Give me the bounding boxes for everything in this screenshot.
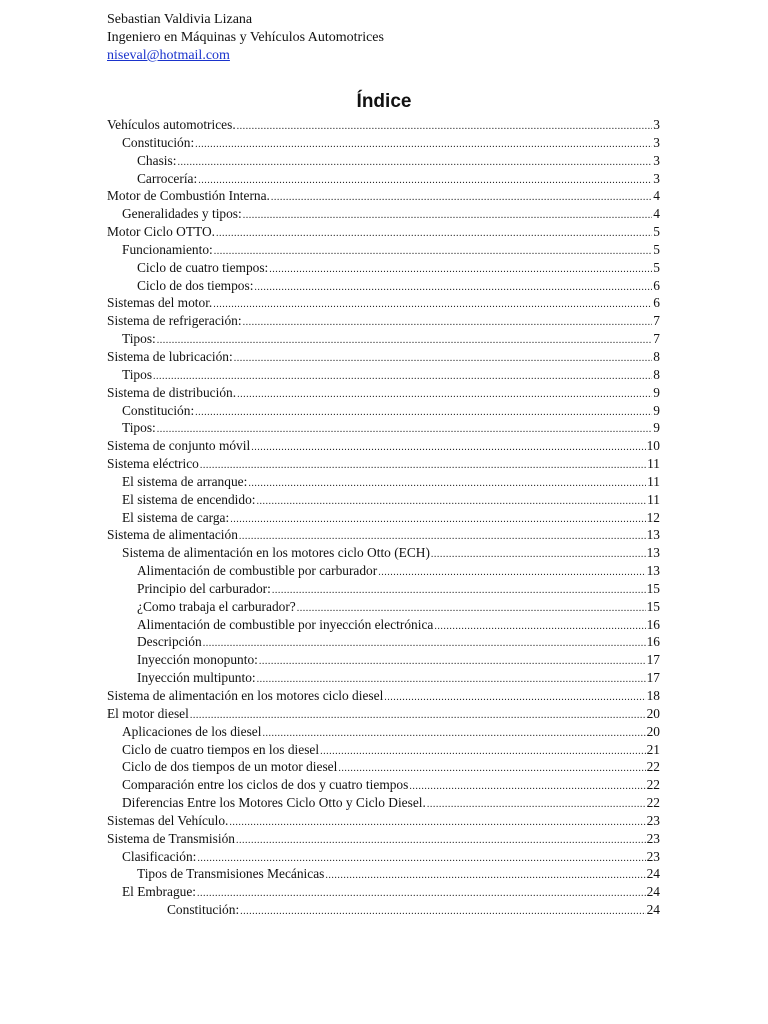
toc-entry-page: 11 (647, 473, 660, 489)
toc-entry-label: Diferencias Entre los Motores Ciclo Otto y Ciclo Diesel. (122, 795, 426, 811)
toc-entry[interactable] (107, 223, 660, 241)
toc-entry-label: Alimentación de combustible por inyección electrónica (137, 616, 434, 632)
toc-dot-leader (236, 832, 646, 850)
toc-entry-page: 13 (646, 527, 660, 543)
toc-entry[interactable] (107, 294, 660, 312)
toc-entry[interactable] (107, 366, 660, 384)
toc-entry-page: 24 (646, 902, 660, 918)
toc-entry-label: Generalidades y tipos: (122, 206, 242, 222)
toc-entry-page: 23 (646, 830, 660, 846)
toc-entry-page: 11 (647, 456, 660, 472)
toc-entry[interactable] (107, 651, 660, 669)
toc-entry-label: Ciclo de dos tiempos de un motor diesel (122, 759, 338, 775)
toc-entry-label: Sistema eléctrico (107, 456, 199, 472)
toc-entry[interactable] (107, 259, 660, 277)
toc-entry-page: 9 (653, 384, 660, 400)
toc-entry-label: Motor Ciclo OTTO. (107, 224, 215, 240)
toc-entry-label: Tipos de Transmisiones Mecánicas (137, 866, 325, 882)
toc-entry[interactable] (107, 402, 660, 420)
table-of-contents (107, 116, 660, 919)
toc-entry[interactable] (107, 865, 660, 883)
toc-entry-label: Sistema de alimentación en los motores ciclo Otto (ECH) (122, 545, 430, 561)
toc-dot-leader (251, 439, 645, 457)
toc-entry[interactable] (107, 723, 660, 741)
toc-entry[interactable] (107, 794, 660, 812)
toc-dot-leader (431, 546, 646, 564)
toc-dot-leader (254, 279, 652, 297)
toc-entry-page: 15 (646, 598, 660, 614)
toc-dot-leader (214, 243, 653, 261)
toc-entry[interactable] (107, 812, 660, 830)
toc-dot-leader (237, 118, 653, 136)
toc-dot-leader (240, 903, 645, 921)
toc-entry[interactable] (107, 152, 660, 170)
toc-entry-label: Motor de Combustión Interna. (107, 188, 270, 204)
toc-entry-label: Sistemas del Vehículo. (107, 812, 229, 828)
toc-entry[interactable] (107, 205, 660, 223)
toc-dot-leader (325, 867, 645, 885)
toc-entry-page: 11 (647, 491, 660, 507)
toc-entry[interactable] (107, 830, 660, 848)
toc-entry-label: Tipos (122, 366, 153, 382)
toc-entry-label: Sistemas del motor. (107, 295, 213, 311)
toc-entry-label: Inyección multipunto: (137, 670, 256, 686)
toc-entry-label: ¿Como trabaja el carburador? (137, 598, 296, 614)
toc-dot-leader (195, 404, 652, 422)
toc-entry[interactable] (107, 509, 660, 527)
toc-dot-leader (257, 493, 647, 511)
toc-entry[interactable] (107, 544, 660, 562)
toc-entry-label: Carrocería: (137, 170, 198, 186)
toc-entry[interactable] (107, 633, 660, 651)
toc-dot-leader (259, 653, 646, 671)
toc-entry[interactable] (107, 241, 660, 259)
toc-dot-leader (427, 796, 646, 814)
toc-entry-page: 23 (646, 848, 660, 864)
toc-entry-page: 10 (646, 438, 660, 454)
toc-entry-page: 6 (653, 277, 660, 293)
toc-dot-leader (248, 475, 646, 493)
toc-entry-page: 8 (653, 348, 660, 364)
toc-entry-page: 21 (646, 741, 660, 757)
toc-entry-page: 7 (653, 313, 660, 329)
toc-entry-page: 8 (653, 366, 660, 382)
toc-dot-leader (272, 582, 646, 600)
toc-entry-page: 17 (646, 652, 660, 668)
toc-entry[interactable] (107, 562, 660, 580)
toc-entry-page: 15 (646, 580, 660, 596)
toc-dot-leader (177, 154, 652, 172)
toc-entry-label: Tipos: (122, 420, 156, 436)
toc-entry[interactable] (107, 901, 660, 919)
toc-dot-leader (269, 261, 652, 279)
toc-entry-page: 12 (646, 509, 660, 525)
toc-entry-page: 22 (646, 795, 660, 811)
toc-dot-leader (409, 778, 645, 796)
toc-dot-leader (378, 564, 645, 582)
toc-entry-label: Aplicaciones de los diesel (122, 723, 262, 739)
toc-dot-leader (203, 635, 646, 653)
toc-entry[interactable] (107, 491, 660, 509)
toc-entry[interactable] (107, 384, 660, 402)
toc-entry-page: 3 (653, 134, 660, 150)
toc-entry-label: Sistema de conjunto móvil (107, 438, 251, 454)
toc-entry[interactable] (107, 883, 660, 901)
document-header (107, 11, 384, 65)
toc-entry-label: Sistema de alimentación en los motores ciclo diesel (107, 688, 384, 703)
toc-entry[interactable] (107, 187, 660, 205)
toc-entry-page: 5 (653, 259, 660, 275)
toc-entry-page: 20 (646, 705, 660, 721)
toc-dot-leader (384, 689, 645, 707)
toc-entry-label: El motor diesel (107, 705, 189, 721)
toc-entry-label: Sistema de refrigeración: (107, 313, 242, 329)
toc-entry-page: 7 (653, 331, 660, 347)
toc-entry[interactable] (107, 741, 660, 759)
toc-entry[interactable] (107, 687, 660, 705)
toc-entry-label: El sistema de arranque: (122, 473, 248, 489)
toc-entry-label: Sistema de alimentación (107, 527, 238, 543)
toc-entry-label: Constitución: (122, 134, 195, 150)
toc-entry-label: Alimentación de combustible por carburador (137, 563, 378, 579)
toc-entry-page: 20 (646, 723, 660, 739)
toc-entry[interactable] (107, 705, 660, 723)
toc-entry-label: Tipos: (122, 331, 156, 347)
toc-dot-leader (271, 189, 652, 207)
toc-entry-page: 4 (653, 206, 660, 222)
toc-entry-label: Ciclo de cuatro tiempos en los diesel (122, 741, 320, 757)
toc-entry-label: Constitución: (167, 902, 240, 918)
toc-dot-leader (230, 511, 645, 529)
toc-entry-page: 22 (646, 777, 660, 793)
toc-dot-leader (237, 386, 652, 404)
toc-entry-label: Funcionamiento: (122, 241, 213, 257)
toc-entry[interactable] (107, 580, 660, 598)
toc-dot-leader (434, 618, 645, 636)
toc-entry[interactable] (107, 616, 660, 634)
toc-dot-leader (234, 350, 653, 368)
toc-entry[interactable] (107, 134, 660, 152)
toc-entry-label: Sistema de Transmisión (107, 830, 235, 846)
toc-entry[interactable] (107, 455, 660, 473)
toc-entry-label: Vehículos automotrices. (107, 117, 236, 132)
toc-entry[interactable] (107, 330, 660, 348)
toc-entry[interactable] (107, 776, 660, 794)
toc-entry-page: 24 (646, 866, 660, 882)
toc-entry-label: Comparación entre los ciclos de dos y cuatro tiempos (122, 777, 409, 793)
toc-entry-page: 24 (646, 884, 660, 900)
toc-entry-label: Ciclo de dos tiempos: (137, 277, 254, 293)
toc-entry-page: 5 (653, 241, 660, 257)
toc-dot-leader (213, 296, 652, 314)
toc-entry-label: El sistema de carga: (122, 509, 230, 525)
toc-entry[interactable] (107, 848, 660, 866)
toc-entry-label: Inyección monopunto: (137, 652, 258, 668)
toc-dot-leader (229, 814, 645, 832)
toc-entry[interactable] (107, 170, 660, 188)
toc-entry-label: El sistema de encendido: (122, 491, 256, 507)
author-email-link[interactable]: niseval@hotmail.com (107, 48, 230, 63)
toc-entry-page: 22 (646, 759, 660, 775)
toc-entry[interactable] (107, 473, 660, 491)
toc-entry[interactable] (107, 437, 660, 455)
toc-entry-page: 3 (653, 152, 660, 168)
toc-entry-page: 9 (653, 402, 660, 418)
toc-dot-leader (197, 885, 646, 903)
toc-entry-page: 3 (653, 170, 660, 186)
toc-entry-page: 5 (653, 224, 660, 240)
toc-entry[interactable] (107, 348, 660, 366)
toc-entry[interactable] (107, 277, 660, 295)
toc-dot-leader (243, 314, 653, 332)
toc-entry-page: 17 (646, 670, 660, 686)
toc-entry-page: 9 (653, 420, 660, 436)
toc-entry-label: Principio del carburador: (137, 580, 271, 596)
toc-entry-page: 16 (646, 634, 660, 650)
toc-dot-leader (195, 136, 652, 154)
index-title: Índice (356, 91, 412, 112)
toc-entry-label: Sistema de lubricación: (107, 348, 233, 364)
toc-entry-page: 18 (646, 688, 660, 703)
toc-entry-page: 16 (646, 616, 660, 632)
toc-entry-page: 13 (646, 563, 660, 579)
toc-entry-label: Descripción (137, 634, 202, 650)
toc-entry-page: 23 (646, 812, 660, 828)
toc-entry-label: Chasis: (137, 152, 177, 168)
toc-dot-leader (200, 457, 646, 475)
toc-entry-label: Clasificación: (122, 848, 197, 864)
toc-entry[interactable] (107, 526, 660, 544)
toc-entry-label: El Embrague: (122, 884, 196, 900)
toc-entry-page: 3 (653, 117, 660, 132)
toc-dot-leader (216, 225, 652, 243)
toc-entry-page: 13 (646, 545, 660, 561)
toc-entry-label: Constitución: (122, 402, 195, 418)
toc-entry[interactable] (107, 598, 660, 616)
toc-dot-leader (243, 207, 653, 225)
toc-entry-page: 4 (653, 188, 660, 204)
toc-entry-label: Ciclo de cuatro tiempos: (137, 259, 269, 275)
toc-entry[interactable] (107, 419, 660, 437)
toc-entry-label: Sistema de distribución. (107, 384, 237, 400)
toc-entry[interactable] (107, 669, 660, 687)
toc-entry-page: 6 (653, 295, 660, 311)
toc-entry[interactable] (107, 116, 660, 134)
toc-dot-leader (262, 725, 645, 743)
author-profession: Ingeniero en Máquinas y Vehículos Automotrices (107, 30, 384, 45)
toc-entry[interactable] (107, 758, 660, 776)
toc-entry[interactable] (107, 312, 660, 330)
toc-dot-leader (320, 743, 646, 761)
author-name: Sebastian Valdivia Lizana (107, 12, 253, 27)
